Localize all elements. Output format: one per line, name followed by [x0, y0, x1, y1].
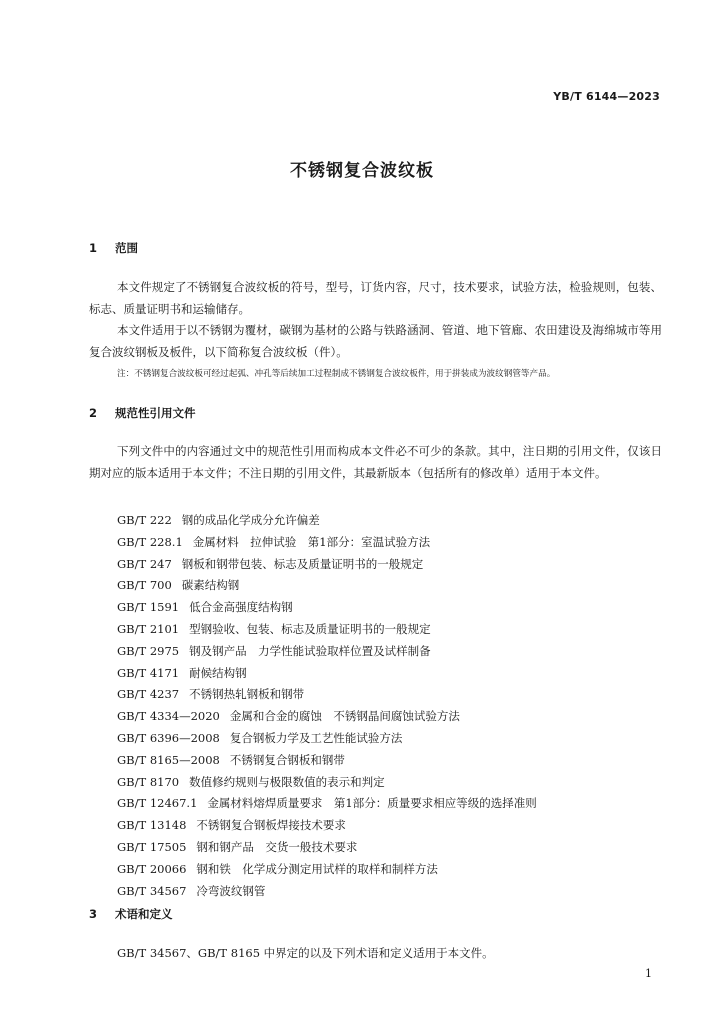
reference-code: GB/T 17505	[117, 839, 187, 854]
reference-item	[117, 641, 537, 663]
section-1-heading	[89, 240, 138, 256]
reference-code: GB/T 13148	[117, 818, 187, 833]
reference-title: 耐候结构钢	[189, 665, 247, 680]
section-title: 范围	[115, 241, 138, 255]
reference-code: GB/T 4334—2020	[117, 709, 220, 724]
document-title: 不锈钢复合波纹板	[290, 161, 434, 181]
reference-code: GB/T 1591	[117, 600, 180, 615]
reference-item	[117, 837, 537, 859]
reference-item	[117, 684, 537, 706]
reference-item	[117, 815, 537, 837]
reference-code: GB/T 34567	[117, 883, 187, 898]
section-3-paragraph-1: GB/T 34567、GB/T 8165 中界定的以及下列术语和定义适用于本文件。	[117, 946, 494, 960]
reference-code: GB/T 222	[117, 513, 172, 527]
reference-title: 碳素结构钢	[181, 578, 240, 593]
section-number: 1	[89, 241, 98, 255]
section-2-paragraph-1: 下列文件中的内容通过文中的规范性引用而构成本文件必不可少的条款。其中，注日期的引用文件，仅该日期对应的版本适用于本文件；不注日期的引用文件，其最新版本（包括所有的修改单）适用于本文件。	[89, 444, 662, 480]
reference-item	[117, 772, 537, 794]
section-number: 2	[89, 406, 98, 420]
section-1-paragraph-2: 本文件适用于以不锈钢为覆材，碳钢为基材的公路与铁路涵洞、管道、地下管廊、农田建设及海绵城市等用复合波纹钢板及板件，以下简称复合波纹板（件）。	[89, 323, 662, 359]
reference-title: 钢和铁 化学成分测定用试样的取样和制样方法	[196, 861, 438, 876]
page-number: 1	[645, 967, 652, 980]
reference-code: GB/T 4237	[117, 687, 180, 702]
normative-reference-list	[117, 510, 537, 902]
section-1-paragraph-1: 本文件规定了不锈钢复合波纹板的符号，型号，订货内容，尺寸，技术要求，试验方法，检验规则，包装、标志、质量证明书和运输储存。	[89, 280, 662, 316]
reference-title: 钢及钢产品 力学性能试验取样位置及试样制备	[189, 643, 431, 658]
reference-code: GB/T 6396—2008	[117, 730, 220, 745]
reference-code: GB/T 2101	[117, 621, 180, 636]
reference-item	[117, 663, 537, 685]
reference-item	[117, 554, 537, 576]
reference-item	[117, 750, 537, 772]
reference-item	[117, 881, 537, 903]
reference-title: 复合钢板力学及工艺性能试验方法	[229, 730, 403, 745]
section-2-heading	[89, 405, 196, 421]
reference-item	[117, 619, 537, 641]
reference-title: 不锈钢复合钢板和钢带	[229, 752, 345, 767]
reference-title: 不锈钢复合钢板焊接技术要求	[196, 818, 346, 833]
reference-item	[117, 706, 537, 728]
reference-title: 金属材料熔焊质量要求 第1部分：质量要求相应等级的选择准则	[207, 796, 537, 811]
reference-title: 不锈钢热轧钢板和钢带	[189, 687, 305, 702]
reference-item	[117, 532, 537, 554]
reference-code: GB/T 20066	[117, 861, 187, 876]
reference-title: 低合金高强度结构钢	[189, 600, 293, 615]
section-title: 术语和定义	[115, 907, 173, 921]
reference-title: 数值修约规则与极限数值的表示和判定	[189, 774, 385, 789]
standard-code: YB/T 6144—2023	[553, 90, 660, 103]
reference-item	[117, 728, 537, 750]
reference-code: GB/T 8170	[117, 774, 180, 789]
reference-title: 型钢验收、包装、标志及质量证明书的一般规定	[189, 621, 431, 636]
reference-title: 钢和钢产品 交货一般技术要求	[196, 839, 358, 854]
section-title: 规范性引用文件	[115, 406, 196, 420]
reference-code: GB/T 228.1	[117, 534, 183, 549]
reference-title: 金属材料 拉伸试验 第1部分：室温试验方法	[192, 534, 431, 549]
reference-title: 冷弯波纹钢管	[196, 883, 266, 898]
reference-item	[117, 575, 537, 597]
reference-item	[117, 510, 537, 532]
reference-code: GB/T 2975	[117, 643, 180, 658]
reference-code: GB/T 247	[117, 556, 172, 571]
section-3-heading	[89, 906, 173, 922]
section-number: 3	[89, 907, 98, 921]
reference-item	[117, 793, 537, 815]
reference-code: GB/T 4171	[117, 665, 180, 680]
reference-code: GB/T 12467.1	[117, 796, 198, 811]
reference-title: 钢板和钢带包装、标志及质量证明书的一般规定	[181, 556, 424, 571]
reference-code: GB/T 700	[117, 578, 172, 593]
reference-item	[117, 859, 537, 881]
reference-code: GB/T 8165—2008	[117, 752, 220, 767]
section-1-note: 注：不锈钢复合波纹板可经过起弧、冲孔等后续加工过程制成不锈钢复合波纹板件，用于拼装成为波纹钢管等产品。	[117, 369, 556, 379]
reference-item	[117, 597, 537, 619]
reference-title: 金属和合金的腐蚀 不锈钢晶间腐蚀试验方法	[229, 709, 460, 724]
reference-title: 钢的成品化学成分允许偏差	[181, 513, 320, 527]
